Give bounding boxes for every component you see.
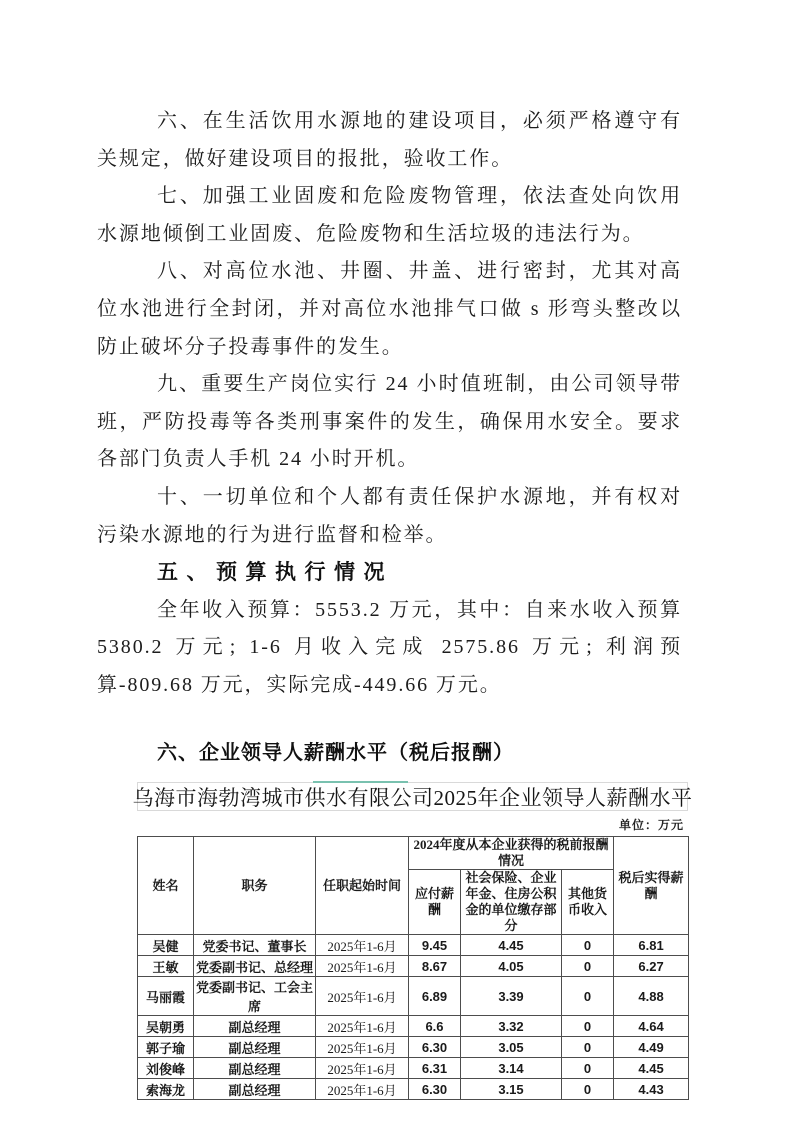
cell-other: 0	[562, 1037, 614, 1058]
cell-name: 郭子瑜	[138, 1037, 194, 1058]
cell-start: 2025年1-6月	[316, 1079, 409, 1100]
col-header-start-date: 任职起始时间	[316, 837, 409, 935]
cell-social: 3.15	[461, 1079, 562, 1100]
paragraph-budget-detail: 全年收入预算：5553.2 万元，其中：自来水收入预算 5380.2 万元; 1-6 月收入完成 2575.86 万元; 利润预算-809.68 万元，实际完成-449.66 万元。	[97, 598, 682, 696]
cell-other: 0	[562, 977, 614, 1016]
col-header-social: 社会保险、企业年金、住房公积金的单位缴存部分	[461, 870, 562, 935]
salary-table-title: 乌海市海勃湾城市供水有限公司2025年企业领导人薪酬水平	[132, 785, 693, 810]
cell-start: 2025年1-6月	[316, 956, 409, 977]
cell-social: 3.05	[461, 1037, 562, 1058]
col-header-pretax-group: 2024年度从本企业获得的税前报酬情况	[409, 837, 614, 870]
cell-social: 3.39	[461, 977, 562, 1016]
cell-other: 0	[562, 935, 614, 956]
paragraph-item-9: 九、重要生产岗位实行 24 小时值班制，由公司领导带班，严防投毒等各类刑事案件的发生，确保用水安全。要求各部门负责人手机 24 小时开机。	[97, 373, 682, 471]
cell-name: 索海龙	[138, 1079, 194, 1100]
cell-name: 吴朝勇	[138, 1016, 194, 1037]
cell-name: 吴健	[138, 935, 194, 956]
cell-other: 0	[562, 956, 614, 977]
cell-other: 0	[562, 1058, 614, 1079]
paragraph-item-8: 八、对高位水池、井圈、井盖、进行密封，尤其对高位水池进行全封闭，并对高位水池排气口做 s 形弯头整改以防止破坏分子投毒事件的发生。	[97, 260, 682, 358]
cell-after-tax: 4.43	[614, 1079, 689, 1100]
cell-position: 副总经理	[194, 1037, 316, 1058]
cell-payable: 9.45	[409, 935, 461, 956]
table-row	[138, 977, 689, 1016]
cell-payable: 6.31	[409, 1058, 461, 1079]
cell-payable: 6.30	[409, 1037, 461, 1058]
cell-social: 4.05	[461, 956, 562, 977]
heading-budget-execution: 五、预算执行情况	[157, 561, 393, 585]
table-row	[138, 1058, 689, 1079]
cell-payable: 8.67	[409, 956, 461, 977]
table-row	[138, 1079, 689, 1100]
cell-position: 党委副书记、工会主席	[194, 977, 316, 1016]
cell-social: 4.45	[461, 935, 562, 956]
cell-after-tax: 4.88	[614, 977, 689, 1016]
col-header-payable: 应付薪酬	[409, 870, 461, 935]
cell-payable: 6.30	[409, 1079, 461, 1100]
paragraph-item-7: 七、加强工业固废和危险废物管理，依法查处向饮用水源地倾倒工业固废、危险废物和生活垃圾的违法行为。	[97, 185, 682, 245]
col-header-other-income: 其他货币收入	[562, 870, 614, 935]
cell-name: 马丽霞	[138, 977, 194, 1016]
cell-start: 2025年1-6月	[316, 935, 409, 956]
unit-note: 单位：万元	[618, 818, 684, 833]
cell-start: 2025年1-6月	[316, 1058, 409, 1079]
cell-after-tax: 4.45	[614, 1058, 689, 1079]
cell-position: 副总经理	[194, 1079, 316, 1100]
table-row	[138, 1016, 689, 1037]
cell-position: 副总经理	[194, 1058, 316, 1079]
cell-name: 王敏	[138, 956, 194, 977]
cell-after-tax: 6.27	[614, 956, 689, 977]
cell-after-tax: 6.81	[614, 935, 689, 956]
table-row	[138, 1037, 689, 1058]
paragraph-item-10: 十、一切单位和个人都有责任保护水源地，并有权对污染水源地的行为进行监督和检举。	[97, 485, 682, 546]
table-row	[138, 956, 689, 977]
cell-start: 2025年1-6月	[316, 977, 409, 1016]
salary-table-title-row	[132, 782, 693, 811]
col-header-position: 职务	[194, 837, 316, 935]
revision-mark-line	[313, 781, 408, 783]
col-header-name: 姓名	[138, 837, 194, 935]
cell-position: 党委书记、董事长	[194, 935, 316, 956]
cell-other: 0	[562, 1016, 614, 1037]
cell-position: 党委副书记、总经理	[194, 956, 316, 977]
paragraph-item-6: 六、在生活饮用水源地的建设项目，必须严格遵守有关规定，做好建设项目的报批，验收工作。	[97, 110, 682, 170]
salary-table-block	[132, 782, 693, 1100]
salary-table	[137, 836, 689, 1100]
cell-start: 2025年1-6月	[316, 1037, 409, 1058]
cell-after-tax: 4.49	[614, 1037, 689, 1058]
cell-payable: 6.6	[409, 1016, 461, 1037]
document-body	[97, 103, 693, 1100]
cell-social: 3.32	[461, 1016, 562, 1037]
cell-start: 2025年1-6月	[316, 1016, 409, 1037]
table-row	[138, 935, 689, 956]
col-header-after-tax: 税后实得薪酬	[614, 837, 689, 935]
cell-position: 副总经理	[194, 1016, 316, 1037]
cell-payable: 6.89	[409, 977, 461, 1016]
cell-social: 3.14	[461, 1058, 562, 1079]
heading-salary-level: 六、企业领导人薪酬水平（税后报酬）	[157, 741, 514, 764]
cell-after-tax: 4.64	[614, 1016, 689, 1037]
cell-other: 0	[562, 1079, 614, 1100]
cell-name: 刘俊峰	[138, 1058, 194, 1079]
